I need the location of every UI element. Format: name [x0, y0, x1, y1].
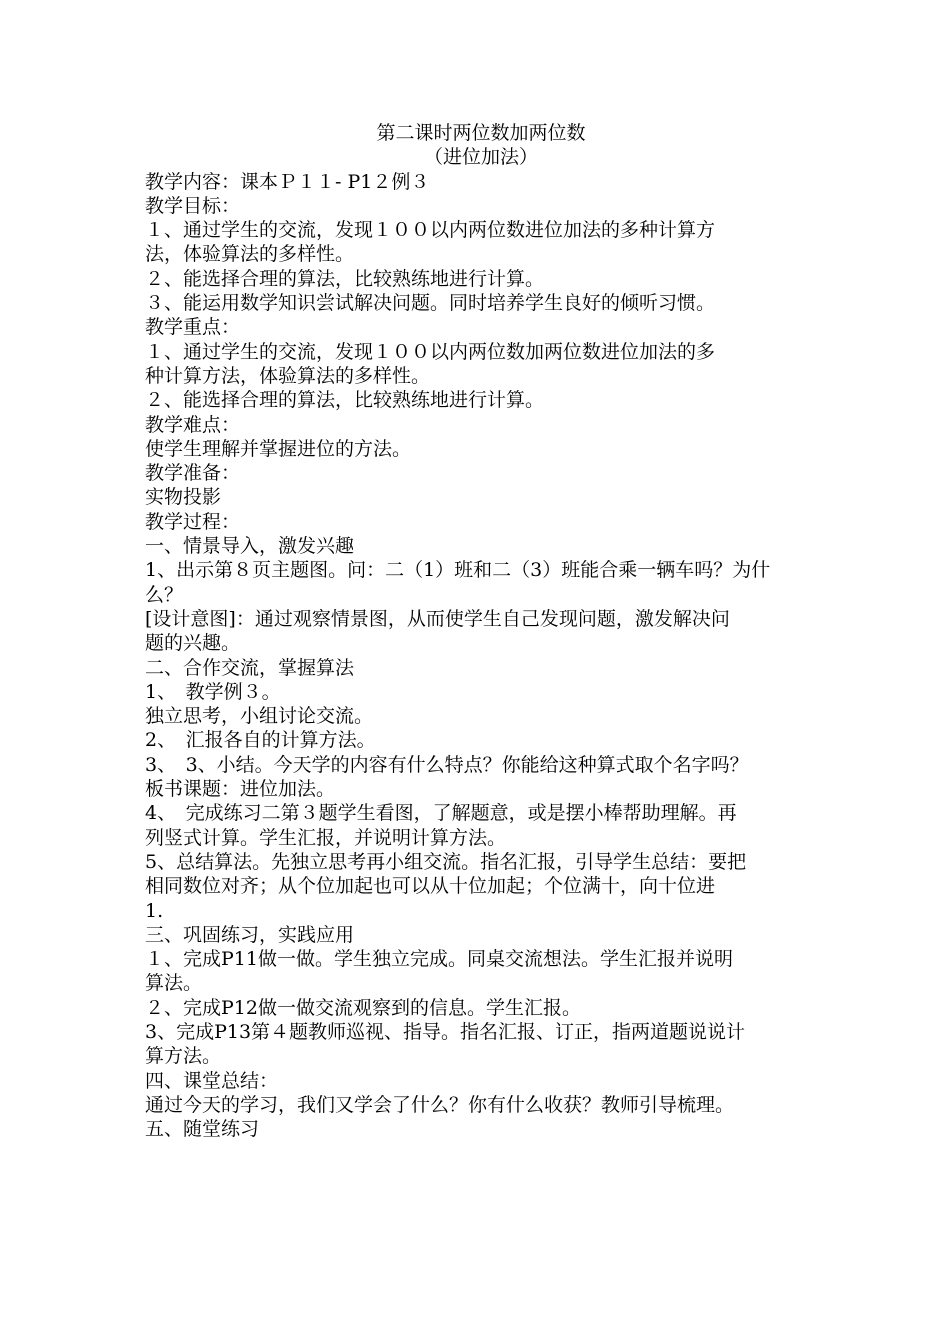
content-line: 1、 教学例３。	[145, 680, 281, 703]
content-line: 相同数位对齐；从个位加起也可以从十位加起；个位满十，向十位进	[145, 875, 716, 898]
content-line: 5、总结算法。先独立思考再小组交流。指名汇报，引导学生总结：要把	[145, 850, 747, 873]
content-line: １、通过学生的交流，发现１００以内两位数加两位数进位加法的多	[145, 340, 716, 363]
content-line: 板书课题：进位加法。	[145, 778, 336, 801]
content-line: 1.	[145, 899, 164, 922]
step-heading: 四、课堂总结：	[145, 1069, 279, 1092]
content-line: 算方法。	[145, 1045, 222, 1068]
content-line: １、完成P11做一做。学生独立完成。同桌交流想法。学生汇报并说明	[145, 948, 733, 971]
content-line: 3、完成P13第４题教师巡视、指导。指名汇报、订正，指两道题说说计	[145, 1020, 746, 1043]
section-heading: 教学重点：	[145, 316, 241, 339]
step-heading: 五、随堂练习	[145, 1118, 260, 1141]
content-line: 教学内容：课本Ｐ１１- P1２例３	[145, 170, 430, 193]
content-line: １、通过学生的交流，发现１００以内两位数进位加法的多种计算方	[145, 219, 716, 242]
document-page	[145, 121, 845, 1141]
content-line: 种计算方法，体验算法的多样性。	[145, 364, 431, 387]
content-line: [设计意图]：通过观察情景图，从而使学生自己发现问题，激发解决问	[145, 607, 730, 630]
content-line: 么？	[145, 583, 184, 606]
content-line: ３、能运用数学知识尝试解决问题。同时培养学生良好的倾听习惯。	[145, 292, 716, 315]
content-line: ２、能选择合理的算法，比较熟练地进行计算。	[145, 267, 545, 290]
content-line: 题的兴趣。	[145, 632, 241, 655]
content-line: 实物投影	[145, 486, 222, 509]
content-line: 独立思考，小组讨论交流。	[145, 705, 374, 728]
content-line: 3、 3、小结。今天学的内容有什么特点？你能给这种算式取个名字吗？	[145, 753, 749, 776]
document-subtitle: （进位加法）	[423, 146, 538, 169]
document-title: 第二课时两位数加两位数	[376, 122, 586, 144]
step-heading: 二、合作交流，掌握算法	[145, 656, 355, 679]
content-line: 1、出示第８页主题图。问：二（1）班和二（3）班能合乘一辆车吗？为什	[145, 559, 771, 582]
content-line: 算法。	[145, 972, 203, 995]
content-line: 列竖式计算。学生汇报，并说明计算方法。	[145, 826, 507, 849]
content-line: ２、能选择合理的算法，比较熟练地进行计算。	[145, 389, 545, 412]
step-heading: 三、巩固练习，实践应用	[145, 923, 355, 946]
section-heading: 教学目标：	[145, 194, 241, 217]
content-line: 法，体验算法的多样性。	[145, 243, 355, 266]
step-heading: 一、情景导入，激发兴趣	[145, 535, 355, 558]
section-heading: 教学过程：	[145, 510, 241, 533]
content-line: 2、 汇报各自的计算方法。	[145, 729, 376, 752]
content-line: ２、完成P12做一做交流观察到的信息。学生汇报。	[145, 996, 581, 1019]
section-heading: 教学难点：	[145, 413, 241, 436]
section-heading: 教学准备：	[145, 462, 241, 485]
content-line: 使学生理解并掌握进位的方法。	[145, 437, 412, 460]
content-line: 4、 完成练习二第３题学生看图，了解题意，或是摆小棒帮助理解。再	[145, 802, 737, 825]
content-line: 通过今天的学习，我们又学会了什么？你有什么收获？教师引导梳理。	[145, 1093, 735, 1116]
